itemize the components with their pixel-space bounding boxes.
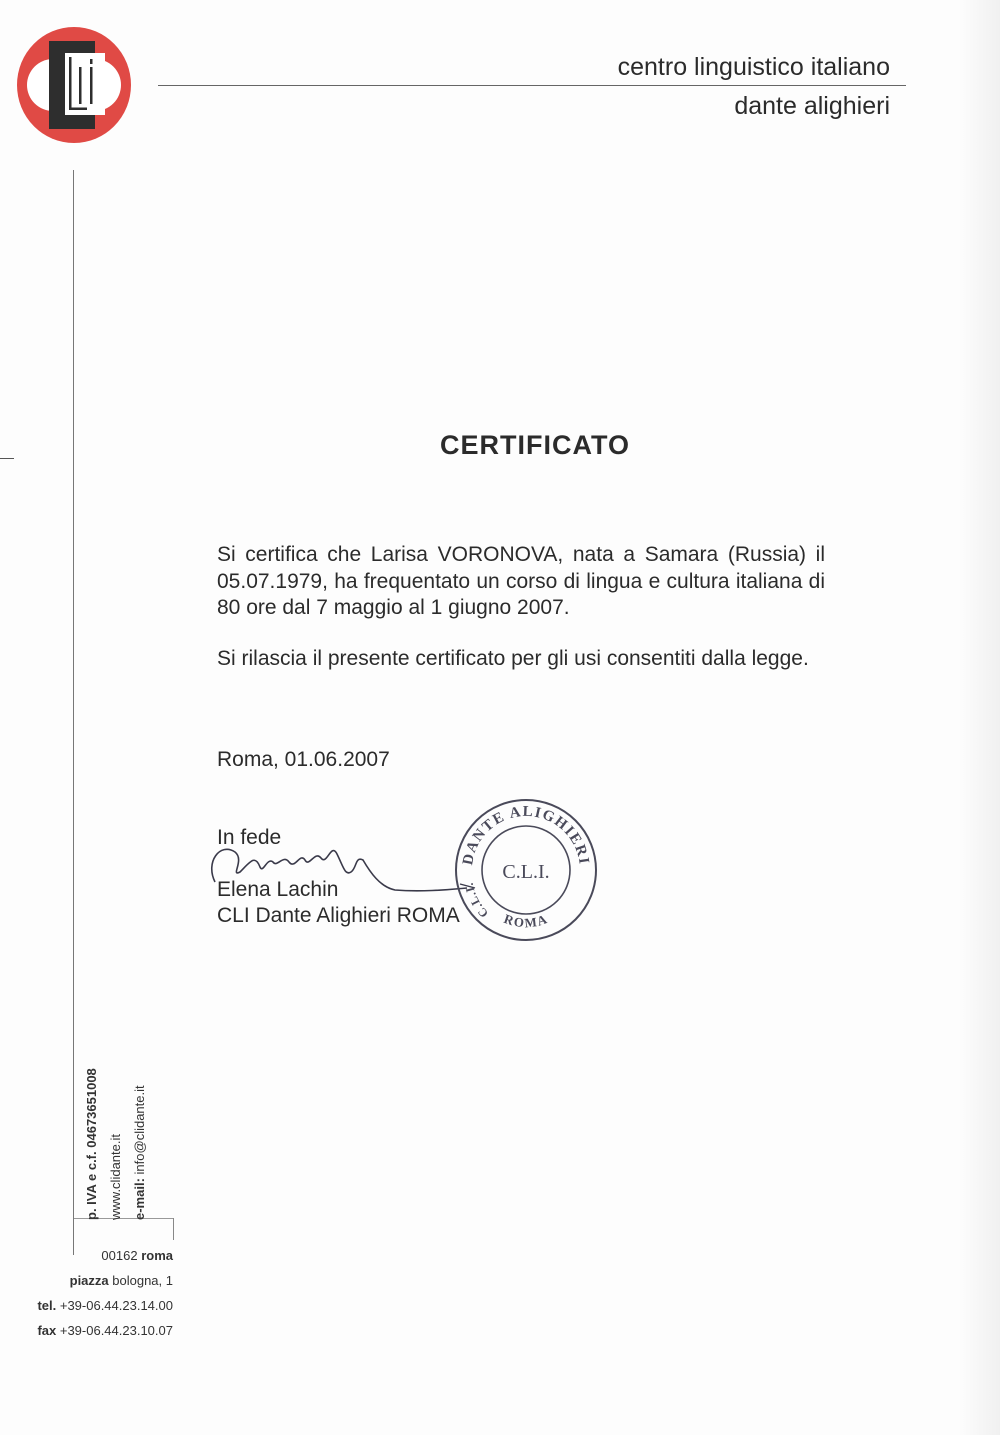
address-street: piazza bologna, 1: [69, 1273, 173, 1288]
fax: fax +39-06.44.23.10.07: [37, 1323, 173, 1338]
certificate-paragraph-2: Si rilascia il presente certificato per gli usi consentiti dalla legge.: [217, 647, 809, 670]
stamp-bottom-text: ROMA: [501, 910, 551, 931]
header-line-2: dante alighieri: [734, 92, 890, 120]
svg-text:C.L.I.: [462, 881, 491, 921]
contact-divider-vertical: [173, 1218, 174, 1240]
stamp-center-text: C.L.I.: [502, 861, 550, 883]
vat-number: p. IVA e c.f. 04673651008: [84, 1068, 99, 1220]
scan-edge-shadow: [958, 0, 1000, 1435]
cli-logo: [17, 27, 131, 143]
stamp-left-text: C.L.I.: [461, 880, 491, 921]
signer-name: Elena Lachin: [217, 878, 339, 901]
header-line-1: centro linguistico italiano: [617, 53, 890, 81]
stamp-ring-text: DANTE ALIGHIERI: [460, 803, 592, 867]
email: e-mail: info@clidante.it: [132, 1085, 147, 1220]
place-date: Roma, 01.06.2007: [217, 748, 390, 771]
left-vertical-rule: [73, 170, 74, 1255]
signer-org: CLI Dante Alighieri ROMA: [217, 904, 460, 927]
certificate-paragraph-1: Si certifica che Larisa VORONOVA, nata a Samara (Russia) il 05.07.1979, ha frequentato un corso di lingua e cultura italiana di 80 ore dal 7 maggio al 1 giugno 2007.: [217, 543, 825, 619]
certificate-title: CERTIFICATO: [440, 430, 630, 460]
svg-text:DANTE ALIGHIERI: [460, 804, 592, 867]
header-rule: [158, 85, 906, 86]
closing: In fede: [217, 826, 282, 849]
website: www.clidante.it: [108, 1134, 123, 1220]
official-stamp: [452, 796, 600, 944]
telephone: tel. +39-06.44.23.14.00: [37, 1298, 173, 1313]
address-city: 00162 roma: [101, 1248, 173, 1263]
